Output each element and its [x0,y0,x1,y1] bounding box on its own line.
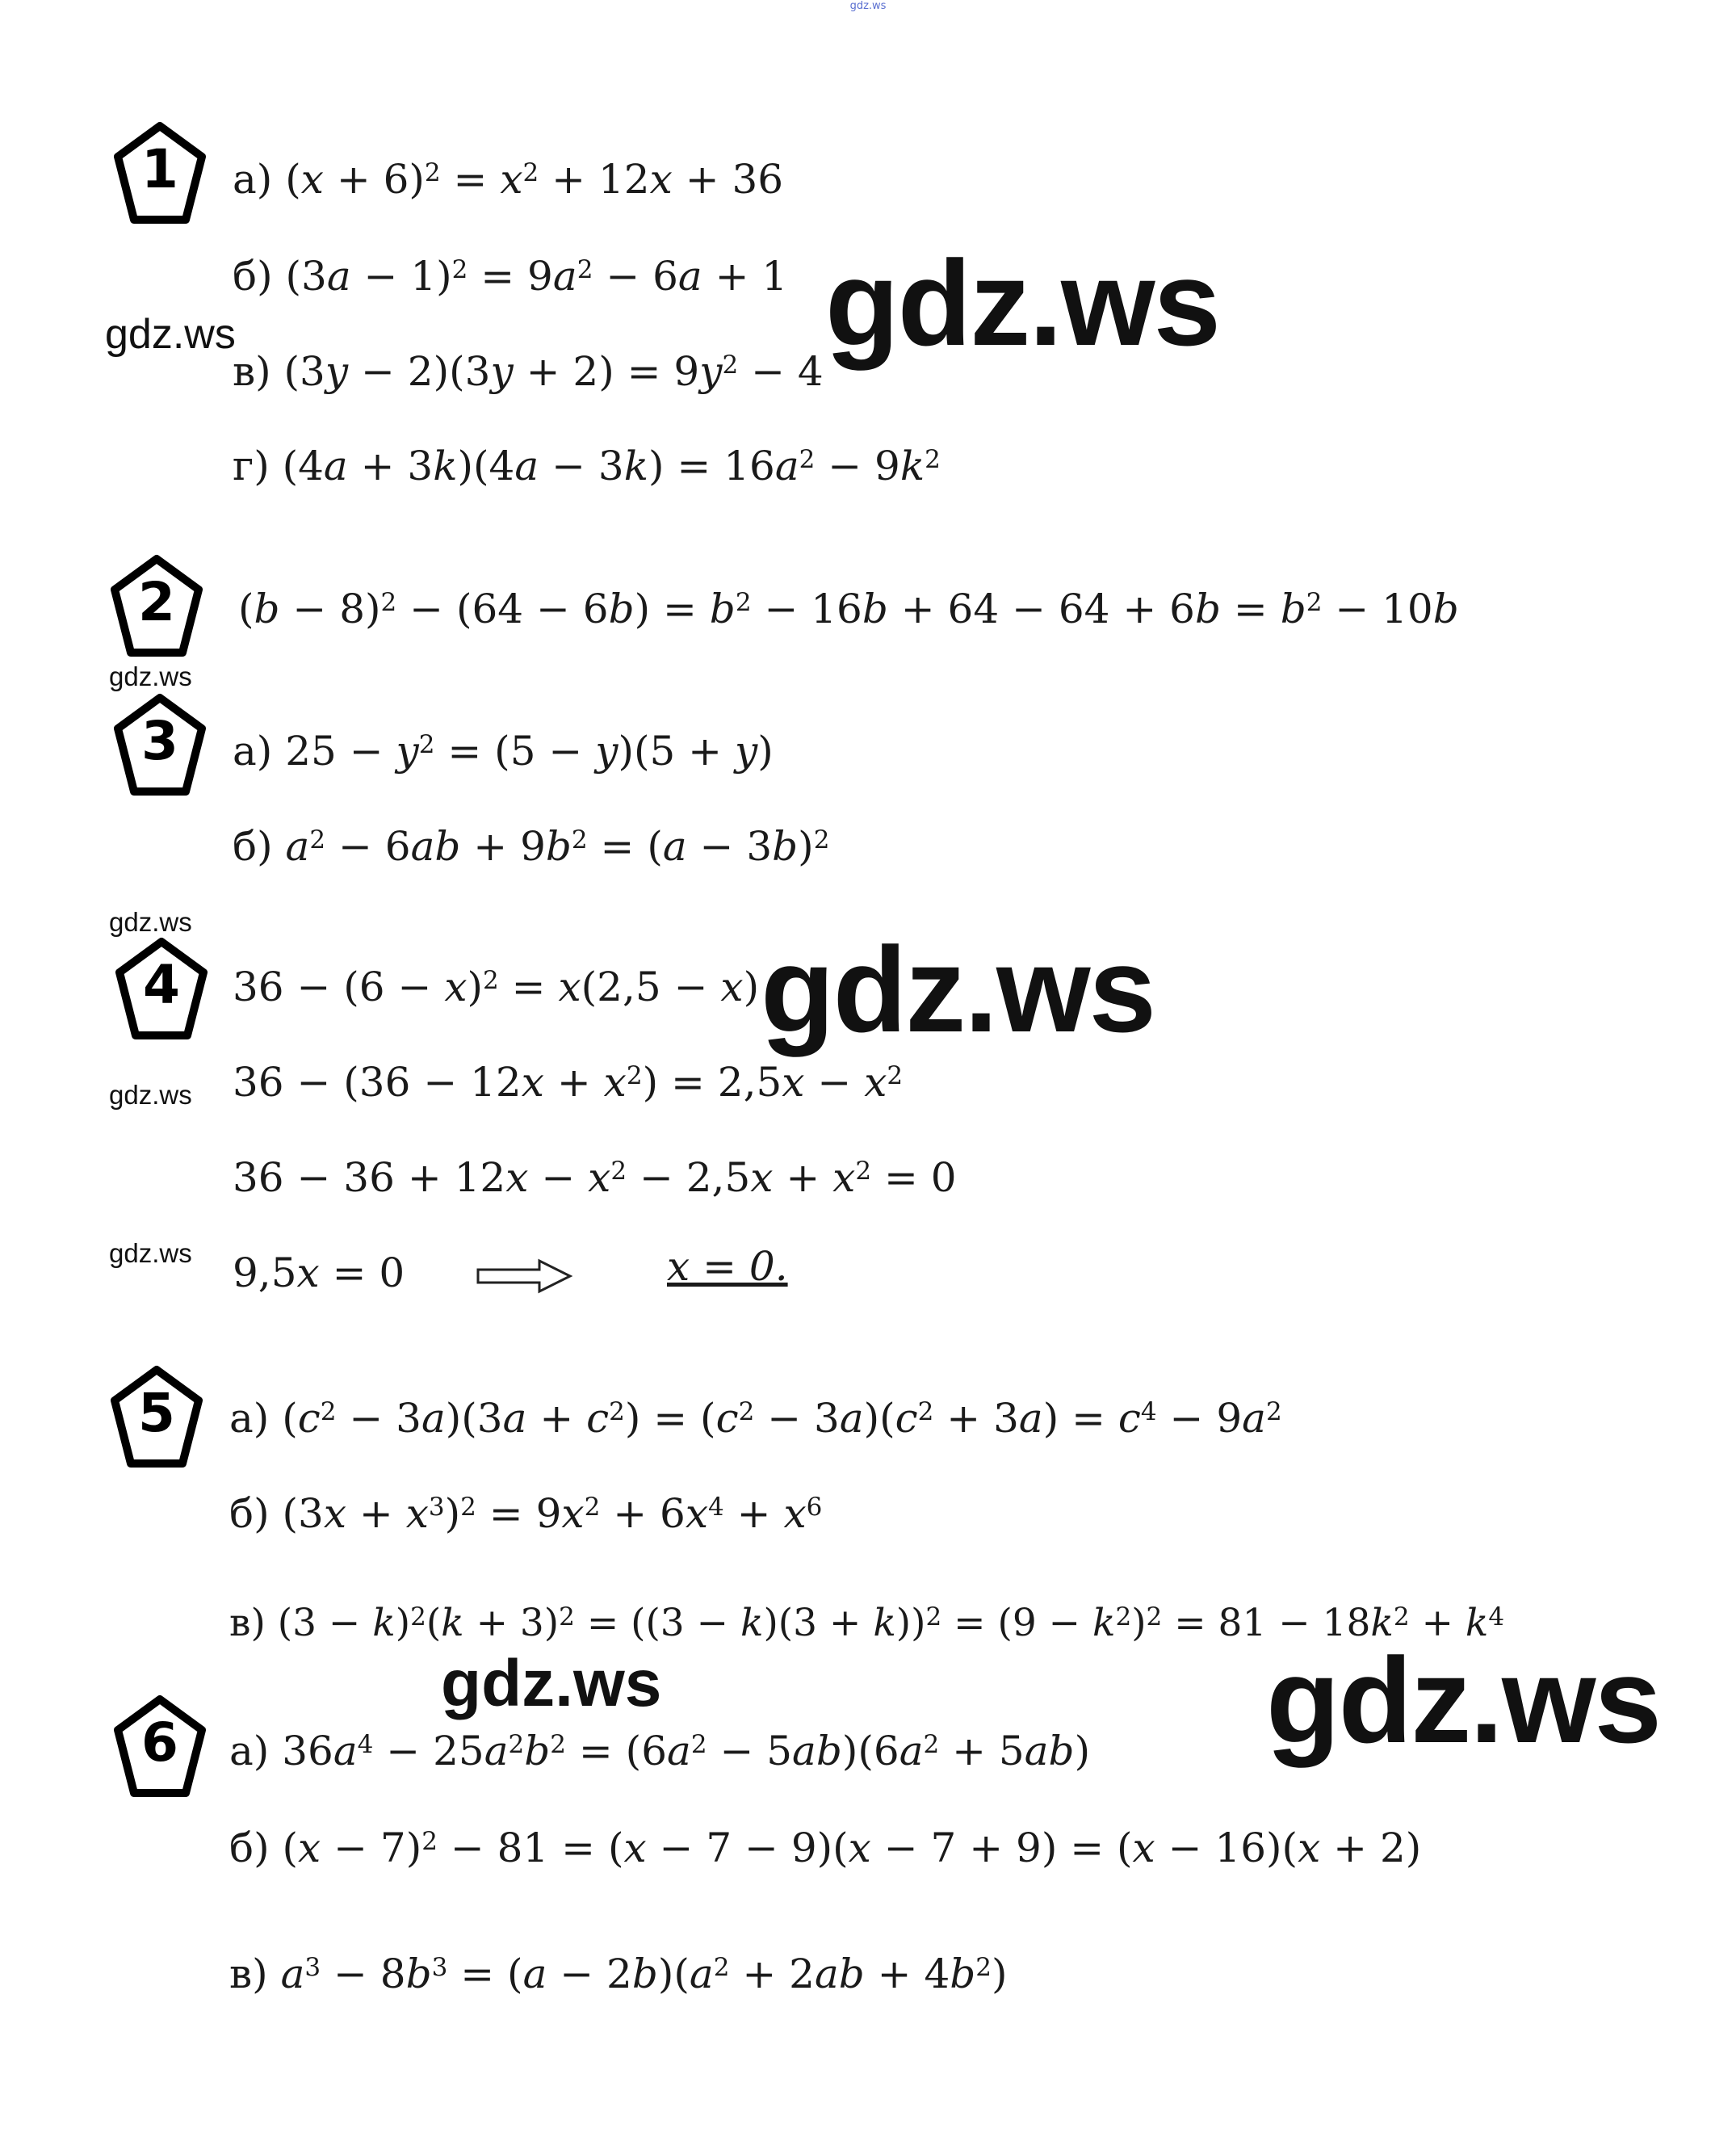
implies-arrow-icon [476,1258,573,1294]
task-number: 6 [141,1711,178,1774]
equation-line: а) $(c^2 - 3a)(3a + c^2) = (c^2 - 3a)(c^2 + 3a) = c^4 - 9a^2$ [229,1395,1282,1442]
watermark: gdz.ws [109,907,192,937]
watermark: gdz.ws [109,1080,192,1110]
task-number-badge [113,693,207,796]
equation-line: 9,5x = 0 [233,1249,405,1296]
equation-line: а) $36a^4 - 25a^2b^2 = (6a^2 - 5ab)(6a^2 + 5ab)$ [229,1728,1091,1774]
equation-line: $36 - 36 + 12x - x^2 - 2,5x + x^2 = 0$ [233,1154,957,1201]
watermark: gdz.ws [761,922,1155,1057]
task-number-badge [110,554,203,657]
equation-line: в) $(3 - k)^2(k + 3)^2 = ((3 - k)(3 + k))^2 = (9 - k^2)^2 = 81 - 18k^2 + k^4$ [229,1601,1505,1645]
equation-line: б) $(3x + x^3)^2 = 9x^2 + 6x^4 + x^6$ [229,1490,823,1537]
equation-line: $36 - (6 - x)^2 = x(2,5 - x)$ [233,964,760,1010]
watermark: gdz.ws [825,235,1220,371]
watermark: gdz.ws [441,1647,662,1720]
equation-line: б) $(3a - 1)^2 = 9a^2 - 6a + 1$ [233,253,788,300]
task-number-badge [115,937,208,1040]
task-number: 5 [138,1382,175,1444]
equation-line: г) $(4a + 3k)(4a - 3k) = 16a^2 - 9k^2$ [233,443,941,489]
task-number-badge [113,121,207,225]
watermark: gdz.ws [1266,1632,1661,1768]
watermark: gdz.ws [109,661,192,691]
task-number: 1 [141,138,178,200]
equation-line: а) $25 - y^2 = (5 - y)(5 + y)$ [233,728,774,775]
equation-line: $(b - 8)^2 - (64 - 6b) = b^2 - 16b + 64 - 64 + 6b = b^2 - 10b$ [238,586,1459,632]
equation-line: б) $a^2 - 6ab + 9b^2 = (a - 3b)^2$ [233,823,830,870]
task-number-badge [110,1365,203,1468]
equation-line: в) $a^3 - 8b^3 = (a - 2b)(a^2 + 2ab + 4b^2)$ [229,1951,1008,1997]
top-watermark: gdz.ws [849,0,887,12]
task-number: 3 [141,710,178,772]
task-number: 2 [138,571,175,633]
task-number-badge [113,1694,207,1798]
equation-line: в) $(3y - 2)(3y + 2) = 9y^2 - 4$ [233,348,824,395]
watermark: gdz.ws [109,1238,192,1268]
task-number: 4 [143,954,180,1016]
equation-line: $36 - (36 - 12x + x^2) = 2,5x - x^2$ [233,1059,904,1106]
equation-line: б) $(x - 7)^2 - 81 = (x - 7 - 9)(x - 7 + 9) = (x - 16)(x + 2)$ [229,1825,1422,1871]
answer: x = 0. [667,1243,788,1290]
equation-line: а) $(x + 6)^2 = x^2 + 12x + 36$ [233,156,784,203]
watermark: gdz.ws [105,311,236,358]
